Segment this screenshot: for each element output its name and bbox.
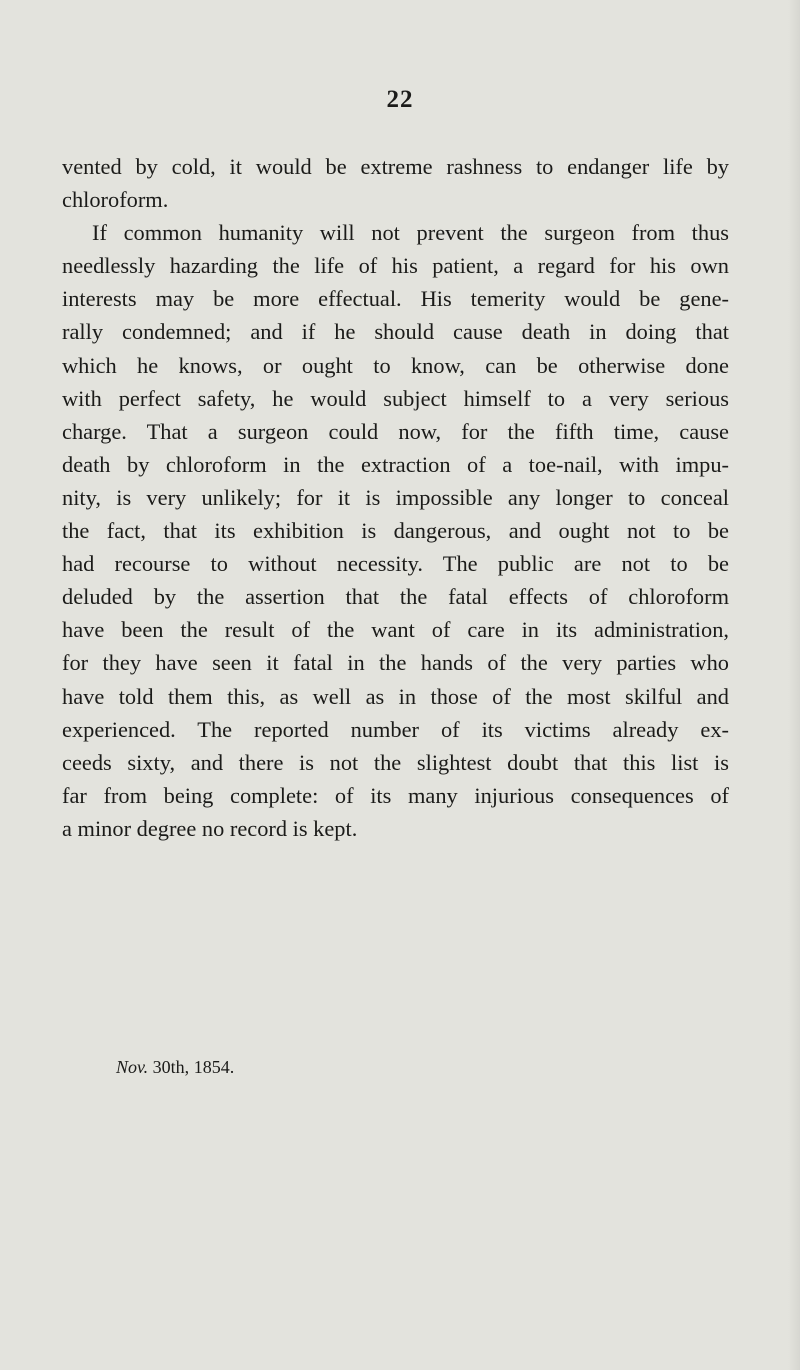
page-edge-shadow	[788, 0, 800, 1370]
text-line: which he knows, or ought to know, can be otherwise done	[62, 352, 729, 378]
text-line: the fact, that its exhibition is dangerous, and ought not to be	[62, 518, 729, 544]
text-line: chloroform.	[62, 187, 169, 213]
text-line: needlessly hazarding the life of his patient, a regard for his own	[62, 253, 729, 279]
text-line: with perfect safety, he would subject himself to a very serious	[62, 385, 729, 411]
text-line: experienced. The reported number of its victims already ex-	[62, 716, 729, 742]
text-line: rally condemned; and if he should cause death in doing that	[62, 319, 729, 345]
text-line: vented by cold, it would be extreme rashness to endanger life by	[62, 154, 729, 179]
text-line: for they have seen it fatal in the hands of the very parties who	[62, 650, 729, 676]
date-day: 30th,	[152, 1057, 190, 1077]
text-line: death by chloroform in the extraction of a toe-nail, with impu-	[62, 451, 729, 477]
text-line: charge. That a surgeon could now, for the fifth time, cause	[62, 418, 729, 444]
text-line: deluded by the assertion that the fatal effects of chloroform	[62, 584, 729, 610]
text-line: have told them this, as well as in those of the most skilful and	[62, 683, 729, 709]
page-number: 22	[386, 86, 414, 113]
body-text	[62, 150, 729, 845]
text-line: ceeds sixty, and there is not the slightest doubt that this list is	[62, 749, 729, 775]
text-line: If common humanity will not prevent the surgeon from thus	[92, 220, 729, 246]
text-line: have been the result of the want of care in its administration,	[62, 617, 729, 643]
date-year: 1854.	[193, 1057, 235, 1077]
text-line: a minor degree no record is kept.	[62, 815, 358, 841]
text-line: far from being complete: of its many injurious consequences of	[62, 782, 729, 808]
dateline	[116, 1057, 234, 1078]
date-month: Nov.	[116, 1057, 149, 1077]
text-line: had recourse to without necessity. The public are not to be	[62, 551, 729, 577]
text-line: nity, is very unlikely; for it is impossible any longer to conceal	[62, 484, 729, 510]
text-line: interests may be more effectual. His temerity would be gene-	[62, 286, 729, 312]
